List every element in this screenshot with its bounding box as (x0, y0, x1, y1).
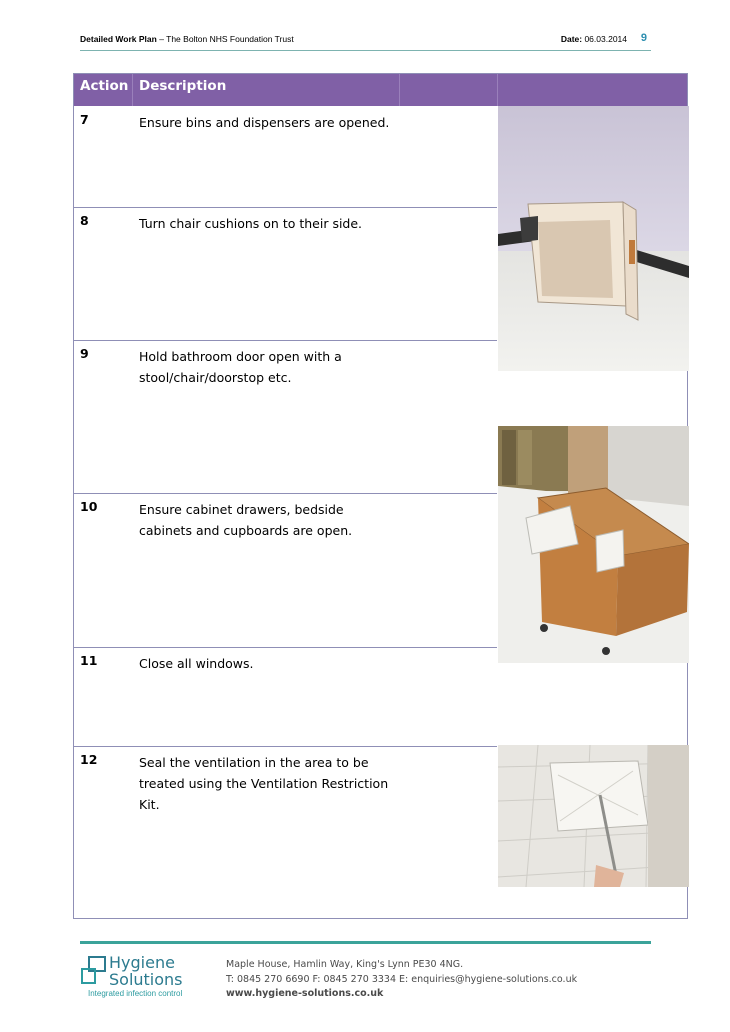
action-description: Seal the ventilation in the area to be treated using the Ventilation Restriction Kit. (139, 755, 389, 812)
row-divider (74, 493, 497, 494)
date-label: Date: (560, 34, 583, 44)
footer-website: www.hygiene-solutions.co.uk (226, 988, 384, 999)
action-number: 8 (80, 213, 89, 228)
row-divider (74, 647, 497, 648)
hygiene-solutions-logo (80, 955, 220, 1000)
action-description: Ensure bins and dispensers are opened. (139, 115, 390, 130)
footer-phone-email: T: 0845 270 6690 F: 0845 270 3334 E: enquiries@hygiene-solutions.co.uk (226, 973, 578, 985)
document-title (80, 34, 294, 44)
action-number: 12 (80, 752, 98, 767)
footer-address: Maple House, Hamlin Way, King's Lynn PE30 4NG. (226, 959, 464, 970)
action-description: Hold bathroom door open with a stool/chair/doorstop etc. (139, 349, 342, 385)
header-divider-3 (497, 74, 498, 106)
header-divider-2 (399, 74, 400, 106)
title-rest: – The Bolton NHS Foundation Trust (156, 34, 294, 44)
row-divider (74, 340, 497, 341)
action-number: 7 (80, 112, 89, 127)
action-description: Ensure cabinet drawers, bedside cabinets and cupboards are open. (139, 502, 353, 538)
action-number: 10 (80, 499, 98, 514)
action-number: 9 (80, 346, 89, 361)
column-header-action: Action (80, 78, 129, 94)
header-divider-1 (132, 74, 133, 106)
logo-squares-icon (80, 955, 108, 987)
page-header (80, 34, 651, 50)
ventilation-photo (498, 745, 689, 887)
page-number: 9 (640, 32, 647, 44)
date-value: 06.03.2014 (582, 34, 627, 44)
row-divider (74, 207, 497, 208)
action-number: 11 (80, 653, 98, 668)
logo-text-hygiene: Hygiene (109, 953, 175, 972)
logo-text-solutions: Solutions (109, 970, 183, 989)
title-bold: Detailed Work Plan (80, 34, 157, 44)
table-header (74, 74, 687, 106)
column-header-description: Description (139, 78, 227, 94)
action-description: Close all windows. (139, 656, 254, 671)
bin-photo (498, 106, 689, 371)
logo-tagline: Integrated infection control (88, 989, 183, 998)
header-divider (80, 50, 651, 51)
footer-divider (80, 941, 651, 944)
cabinet-photo (498, 426, 689, 663)
action-description: Turn chair cushions on to their side. (139, 216, 363, 231)
footer-contact (226, 958, 577, 1002)
row-divider (74, 746, 497, 747)
document-date (561, 34, 627, 44)
